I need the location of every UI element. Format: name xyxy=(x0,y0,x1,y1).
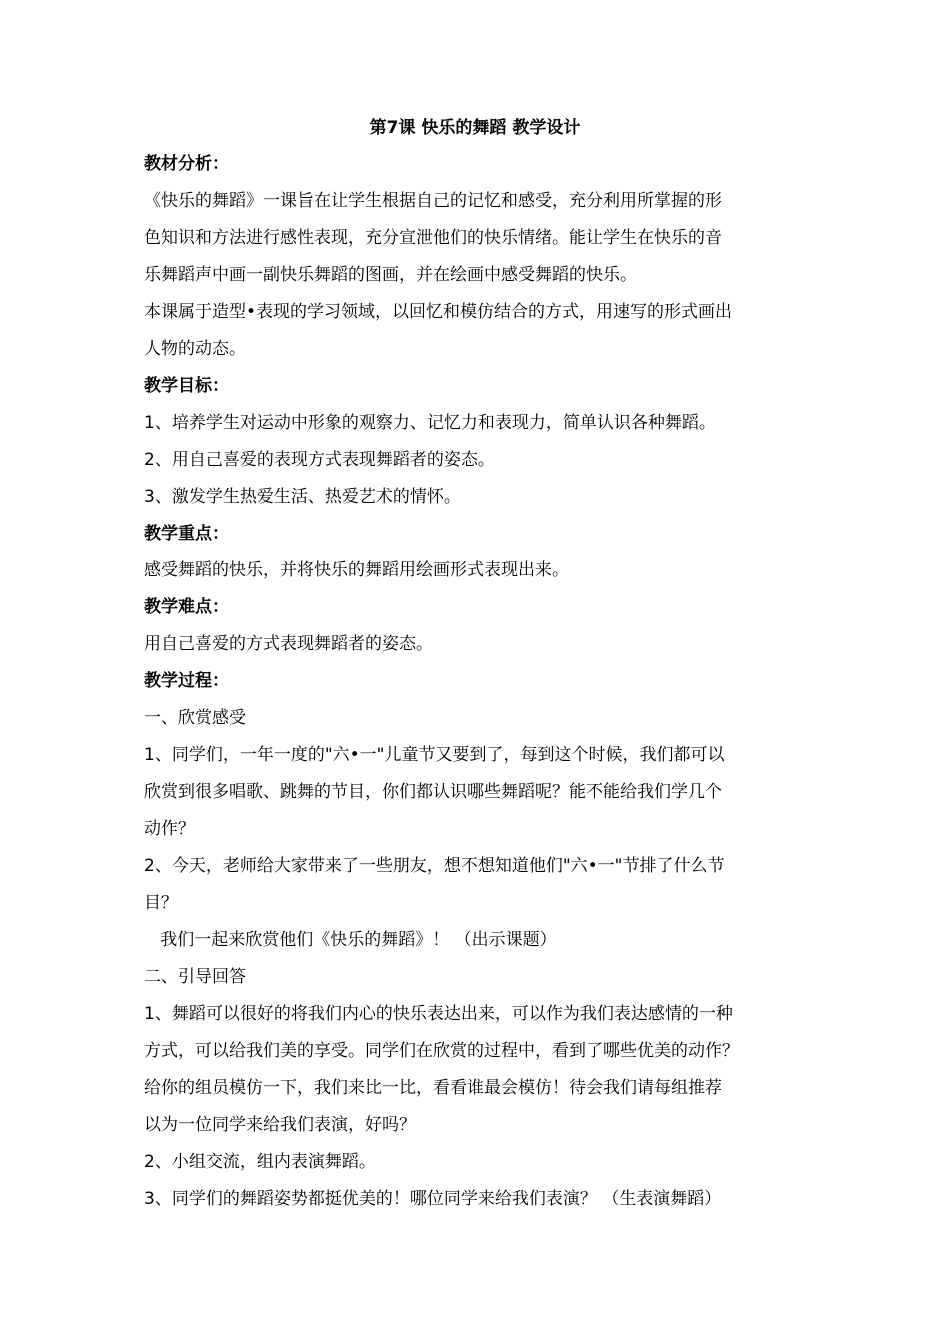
paragraph-line: 《快乐的舞蹈》一课旨在让学生根据自己的记忆和感受，充分利用所掌握的形 xyxy=(144,191,722,211)
paragraph-line: 1、舞蹈可以很好的将我们内心的快乐表达出来，可以作为我们表达感情的一种 xyxy=(144,1004,733,1024)
paragraph-line: 3、同学们的舞蹈姿势都挺优美的！哪位同学来给我们表演？ （生表演舞蹈） xyxy=(144,1189,722,1209)
paragraph-line: 3、激发学生热爱生活、热爱艺术的情怀。 xyxy=(144,487,461,507)
paragraph-line: 二、引导回答 xyxy=(144,967,246,987)
paragraph-line: 人物的动态。 xyxy=(144,339,246,359)
paragraph-line: 1、同学们，一年一度的"六•一"儿童节又要到了，每到这个时候，我们都可以 xyxy=(144,745,725,765)
paragraph-line: 2、用自己喜爱的表现方式表现舞蹈者的姿态。 xyxy=(144,450,495,470)
paragraph-line: 方式，可以给我们美的享受。同学们在欣赏的过程中，看到了哪些优美的动作？ xyxy=(144,1041,739,1061)
section-heading: 教学重点： xyxy=(144,524,229,544)
section-heading: 教学难点： xyxy=(144,597,229,617)
paragraph-line: 给你的组员模仿一下，我们来比一比，看看谁最会模仿！待会我们请每组推荐 xyxy=(144,1078,722,1098)
paragraph-line: 动作？ xyxy=(144,819,195,839)
section-heading: 教学目标： xyxy=(144,376,229,396)
paragraph-line: 我们一起来欣赏他们《快乐的舞蹈》！ （出示课题） xyxy=(144,930,557,950)
paragraph-line: 2、今天，老师给大家带来了一些朋友，想不想知道他们"六•一"节排了什么节 xyxy=(144,856,725,876)
paragraph-line: 色知识和方法进行感性表现，充分宣泄他们的快乐情绪。能让学生在快乐的音 xyxy=(144,228,722,248)
section-heading: 教学过程： xyxy=(144,671,229,691)
paragraph-line: 2、小组交流，组内表演舞蹈。 xyxy=(144,1152,376,1172)
paragraph-line: 欣赏到很多唱歌、跳舞的节目，你们都认识哪些舞蹈呢？能不能给我们学几个 xyxy=(144,782,722,802)
paragraph-line: 1、培养学生对运动中形象的观察力、记忆力和表现力，简单认识各种舞蹈。 xyxy=(144,413,716,433)
section-heading: 教材分析： xyxy=(144,154,229,174)
paragraph-line: 用自己喜爱的方式表现舞蹈者的姿态。 xyxy=(144,634,433,654)
paragraph-line: 一、欣赏感受 xyxy=(144,708,246,728)
paragraph-line: 目？ xyxy=(144,893,178,913)
paragraph-line: 本课属于造型•表现的学习领域，以回忆和模仿结合的方式，用速写的形式画出 xyxy=(144,302,733,322)
paragraph-line: 感受舞蹈的快乐，并将快乐的舞蹈用绘画形式表现出来。 xyxy=(144,560,569,580)
paragraph-line: 乐舞蹈声中画一副快乐舞蹈的图画，并在绘画中感受舞蹈的快乐。 xyxy=(144,265,637,285)
paragraph-line: 以为一位同学来给我们表演，好吗？ xyxy=(144,1115,416,1135)
document-title: 第7课 快乐的舞蹈 教学设计 xyxy=(369,118,581,138)
